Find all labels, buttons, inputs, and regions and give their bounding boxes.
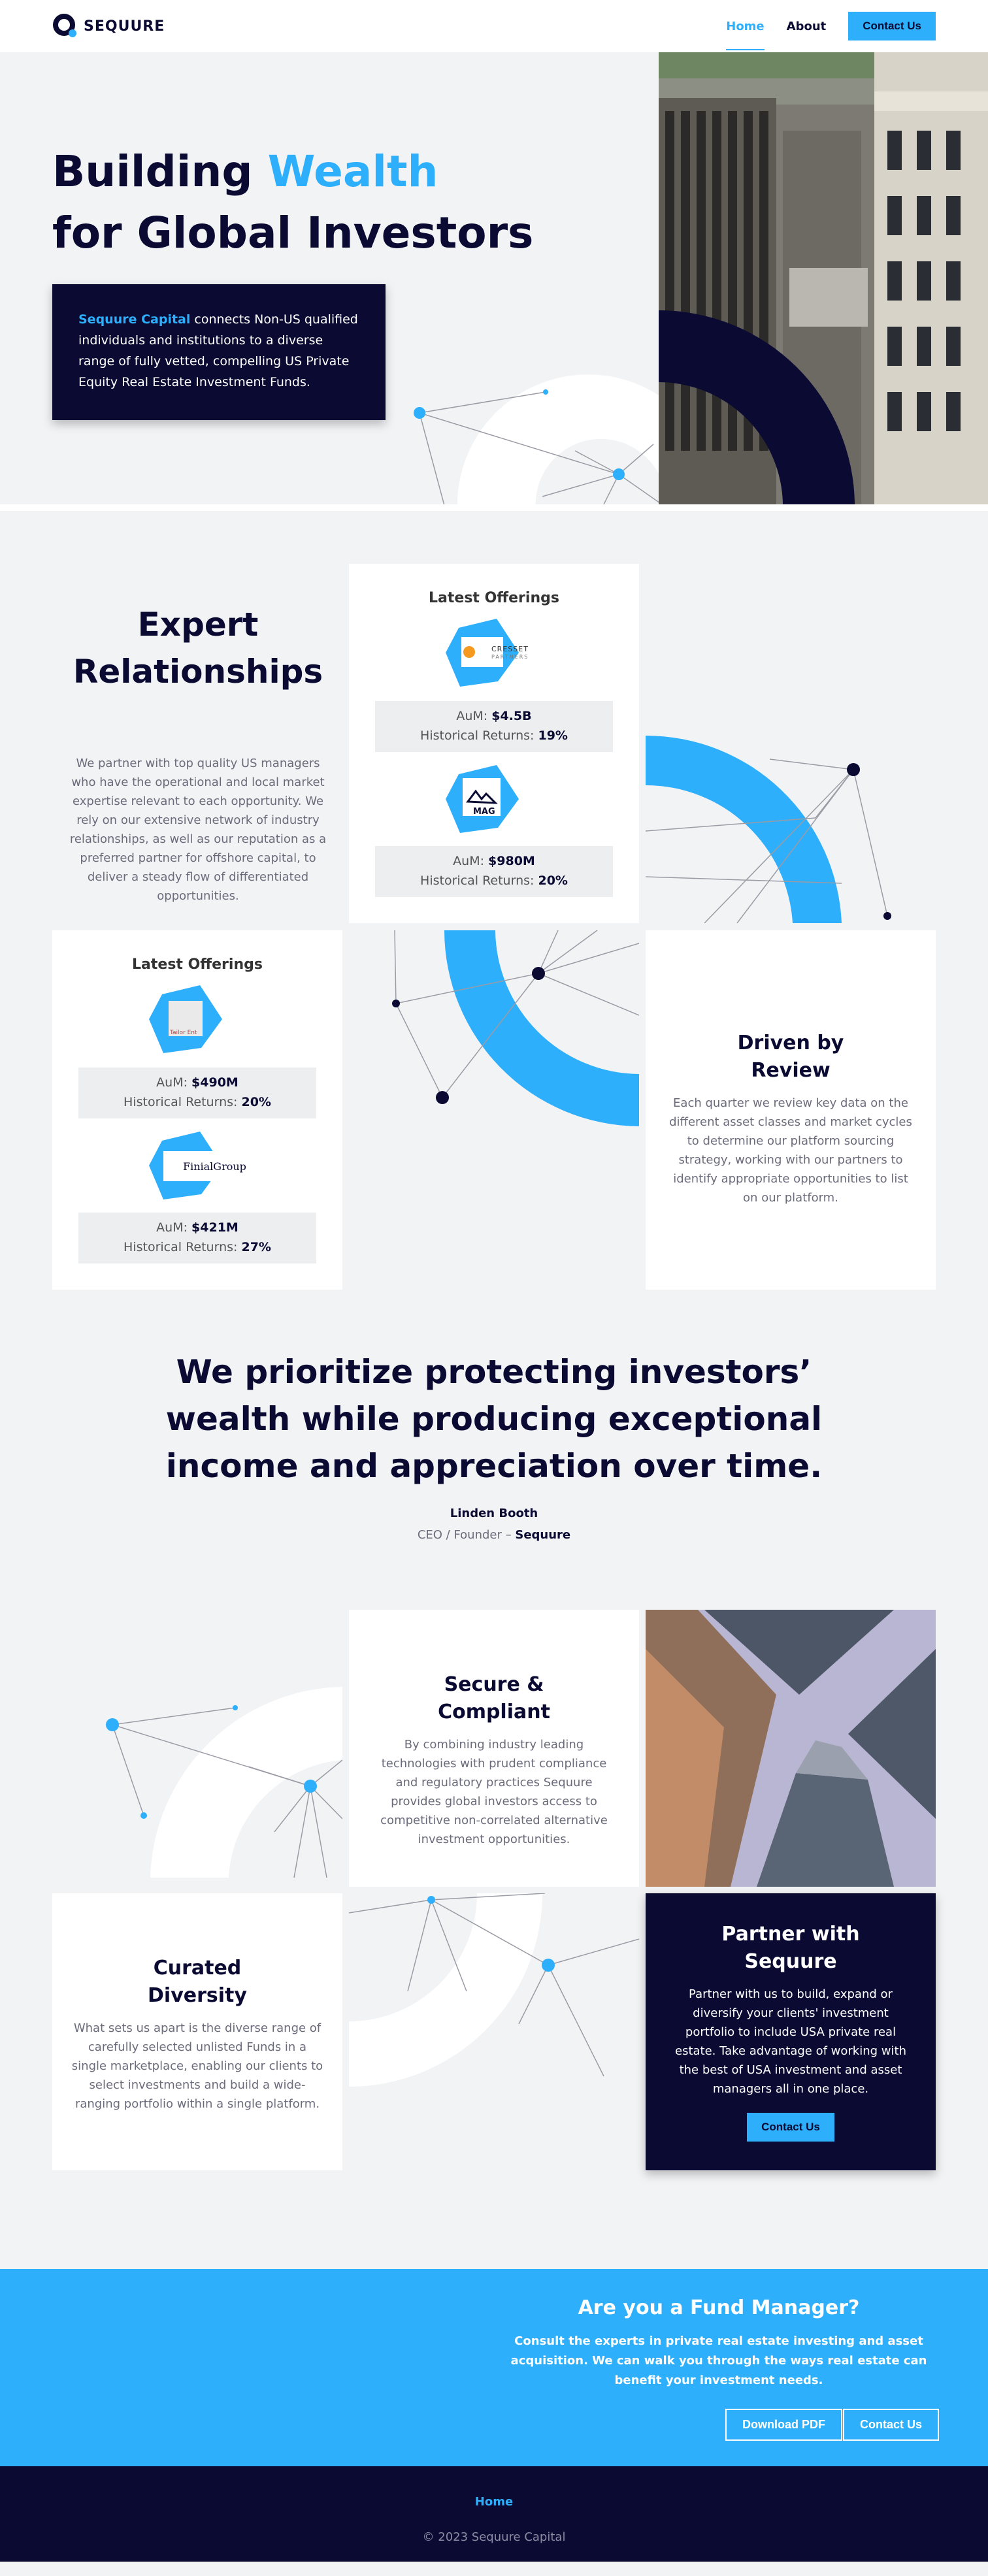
curated-body: What sets us apart is the diverse range of carefully selected unlisted Funds in a single marketplace, enabling our clients to select investments and build a wide-ranging portfolio within a single platform. [71, 2021, 323, 2111]
hero-network-graphic [392, 333, 667, 504]
footer [0, 2466, 988, 2562]
curated-card [52, 1893, 342, 2170]
hero-intro-brand[interactable]: Sequure Capital [78, 312, 191, 327]
skyscrapers-illustration [646, 1610, 936, 1887]
offer-stats [375, 846, 613, 897]
aum-label: AuM: [156, 1220, 192, 1235]
review-body: Each quarter we review key data on the different asset classes and market cycles to determine our platform sourcing strategy, working with our partners to identify appropriate opportunities to list on our platform. [669, 1096, 912, 1205]
footer-copyright: © 2023 Sequure Capital [422, 2530, 566, 2544]
aum-value: $421M [191, 1220, 239, 1235]
aum-value: $4.5B [491, 709, 532, 723]
secure-body: By combining industry leading technologies with prudent compliance and regulatory practices Sequure provides global investors access to competitive non-correlated alternative investment opportunities. [380, 1738, 608, 1846]
hero-title-highlight: Wealth [267, 146, 438, 197]
returns-label: Historical Returns: [124, 1240, 242, 1254]
cta-title: Are you a Fund Manager? [578, 2296, 860, 2319]
quote-line1: We prioritize protecting investors’ [176, 1353, 812, 1391]
offer-stats [375, 701, 613, 752]
values-section [0, 1610, 988, 2269]
cta-body: Consult the experts in private real estate investing and asset acquisition. We can walk you through the ways real estate can benefit your investment needs. [510, 2334, 927, 2387]
cta-contact-button[interactable]: Contact Us [843, 2409, 939, 2441]
hero-building-photo [659, 52, 988, 504]
relationships-section [0, 511, 988, 1348]
latest-offerings-card-top [349, 564, 639, 923]
aum-value: $490M [191, 1075, 239, 1090]
returns-value: 20% [538, 873, 568, 888]
offer-logo-subtext: PARTNERS [491, 654, 529, 660]
footer-link-home[interactable]: Home [474, 2495, 514, 2509]
offer-stats [78, 1213, 316, 1264]
expert-title [52, 601, 344, 695]
hero-intro-box [52, 284, 386, 420]
quote-text [0, 1348, 988, 1542]
curated-title-line1: Curated [153, 1957, 242, 1980]
fund-manager-cta [0, 2269, 988, 2466]
network-arc-graphic [52, 1682, 342, 1878]
offer-stats [78, 1068, 316, 1118]
quote-section [0, 1348, 988, 1610]
hero-title-line2: for Global Investors [52, 208, 534, 258]
returns-value: 20% [241, 1095, 271, 1109]
expert-body: We partner with top quality US managers who have the operational and local market expertise relevant to each opportunity. We rely on our extensive network of industry relationships, as well as our reputation as a preferred partner for offshore capital, to deliver a steady flow of differentiated opportunities. [69, 757, 327, 903]
returns-label: Historical Returns: [124, 1095, 242, 1109]
quote-company: Sequure [515, 1528, 571, 1542]
offer-logo-badge[interactable] [446, 765, 519, 833]
top-nav [0, 0, 988, 52]
returns-label: Historical Returns: [420, 873, 538, 888]
brand-logo[interactable] [52, 13, 165, 39]
secure-title [349, 1671, 639, 1726]
quote-role-text: CEO / Founder – [417, 1528, 516, 1542]
partner-title-line2: Sequure [744, 1950, 837, 1973]
quote-role [0, 1528, 988, 1542]
partner-card [646, 1893, 936, 2170]
page-bottom-spacer [0, 2562, 988, 2576]
network-arc-graphic [646, 720, 936, 923]
partner-title [646, 1921, 936, 1976]
network-arc-graphic [349, 930, 639, 1126]
curated-title [52, 1955, 342, 2010]
section-divider [0, 504, 988, 511]
offer-logo-badge[interactable] [149, 985, 222, 1053]
review-card [646, 930, 936, 1290]
review-title [646, 1030, 936, 1084]
secure-title-line1: Secure & [444, 1673, 544, 1696]
returns-value: 27% [241, 1240, 271, 1254]
building-illustration [659, 52, 988, 504]
latest-offerings-title: Latest Offerings [132, 956, 263, 973]
expert-title-line2: Relationships [73, 653, 323, 691]
latest-offerings-title: Latest Offerings [429, 590, 559, 606]
quote-author: Linden Booth [450, 1507, 538, 1520]
secure-title-line2: Compliant [438, 1701, 550, 1723]
logo-q-icon [52, 13, 78, 39]
hero-title-word1: Building [52, 146, 253, 197]
aum-label: AuM: [456, 709, 492, 723]
hero-section [0, 52, 988, 504]
nav-contact-button[interactable]: Contact Us [848, 12, 936, 41]
returns-value: 19% [538, 728, 568, 743]
offer-logo-text: MAG [473, 807, 495, 817]
offer-logo-text: Tailor Ent [170, 1030, 197, 1036]
brand-name: SEQUURE [84, 18, 165, 35]
quote-line3: income and appreciation over time. [165, 1447, 823, 1485]
nav-link-about[interactable]: About [786, 19, 827, 33]
download-pdf-button[interactable]: Download PDF [725, 2409, 842, 2441]
partner-contact-button[interactable]: Contact Us [747, 2113, 834, 2142]
hero-intro-text: connects Non-US qualified individuals and institutions to a diverse range of fully vetted, compelling US Private Equity Real Estate Investment Funds. [78, 312, 358, 389]
review-title-line2: Review [751, 1059, 831, 1082]
aum-value: $980M [488, 854, 535, 868]
nav-link-home[interactable]: Home [726, 19, 765, 33]
nav-links [726, 12, 936, 41]
latest-offerings-card-bottom [52, 930, 342, 1290]
partner-body: Partner with us to build, expand or diversify your clients' investment portfolio to include USA private real estate. Take advantage of working with the best of USA investment and asset managers all in one place. [675, 1987, 906, 2096]
skyscrapers-photo [646, 1610, 936, 1887]
hero-title [52, 141, 533, 264]
offer-logo-text: CRESSET [491, 645, 529, 653]
offer-logo-text: FinialGroup [183, 1160, 246, 1173]
partner-title-line1: Partner with [721, 1923, 860, 1946]
review-title-line1: Driven by [737, 1032, 844, 1054]
network-arc-graphic [349, 1893, 639, 2089]
aum-label: AuM: [453, 854, 489, 868]
curated-title-line2: Diversity [148, 1984, 247, 2007]
returns-label: Historical Returns: [420, 728, 538, 743]
expert-title-line1: Expert [137, 606, 259, 644]
secure-card [349, 1610, 639, 1887]
quote-line2: wealth while producing exceptional [165, 1400, 823, 1438]
aum-label: AuM: [156, 1075, 192, 1090]
